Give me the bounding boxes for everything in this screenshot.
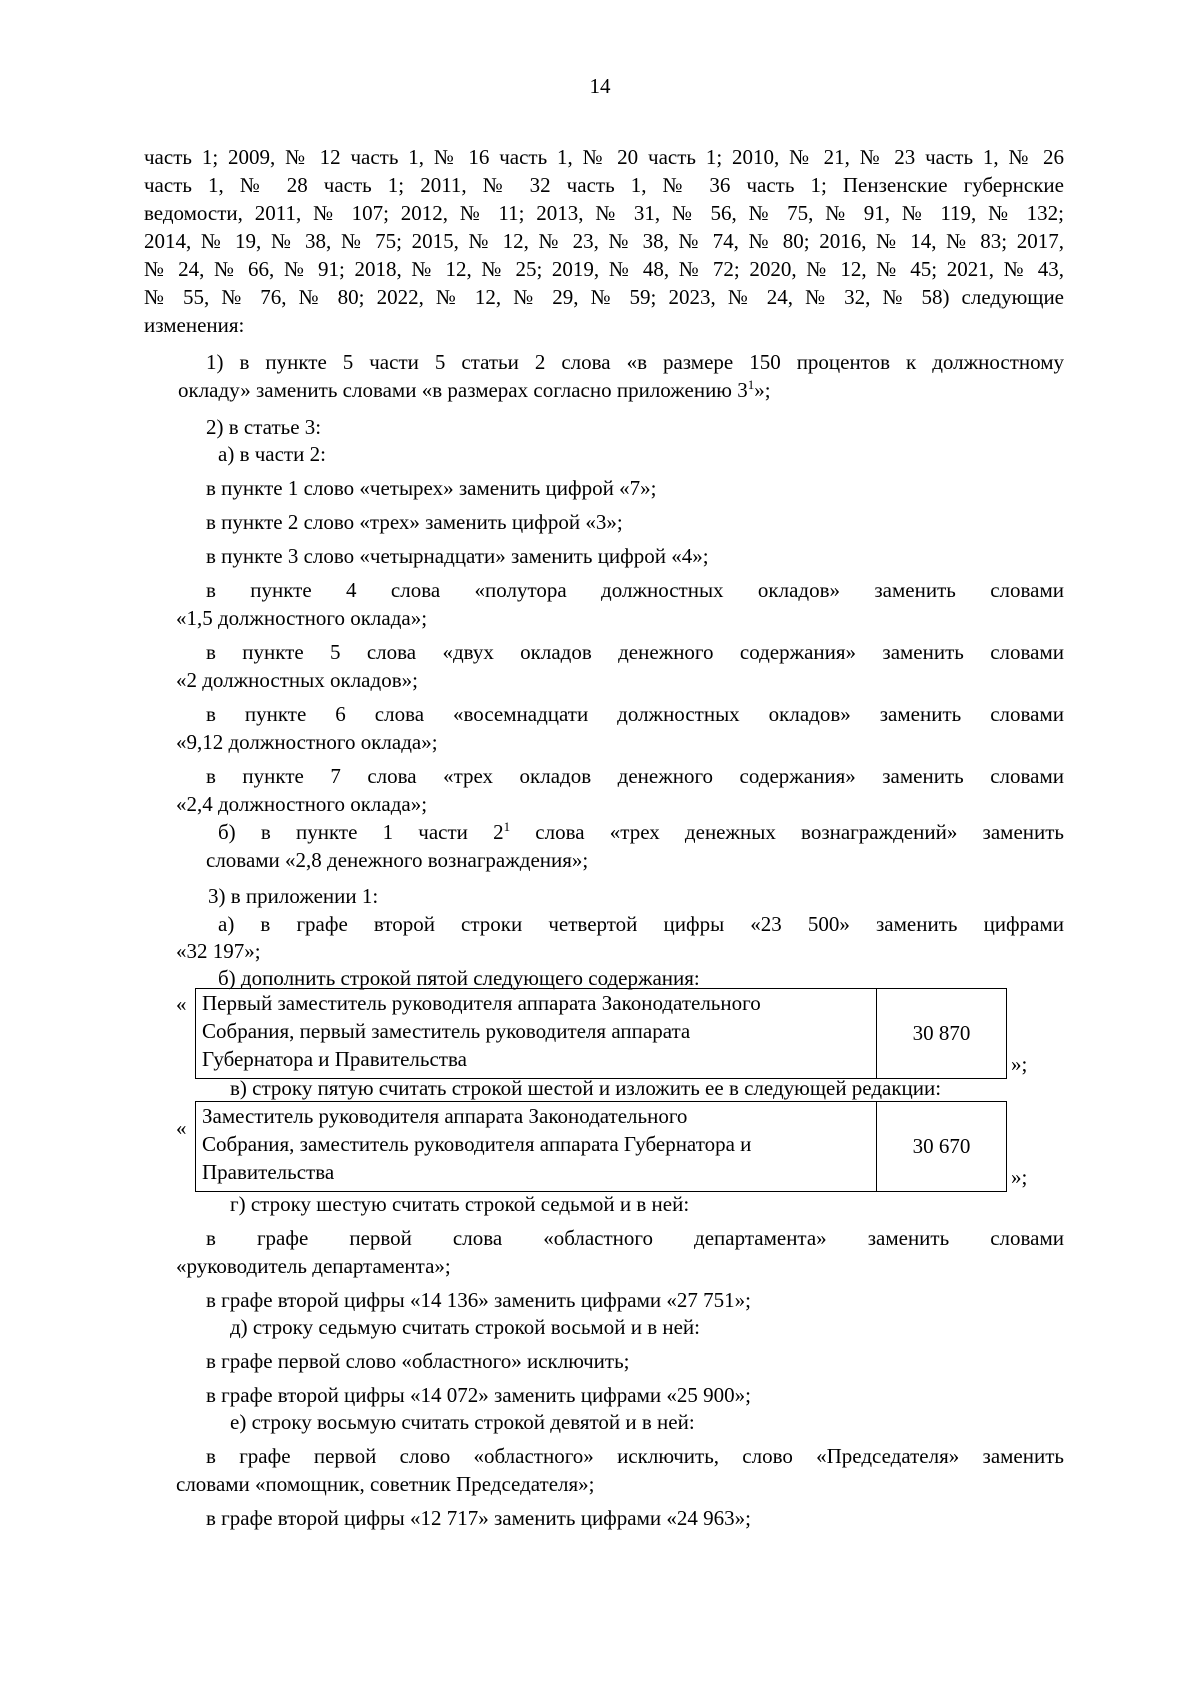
table1-open-quote: « bbox=[176, 992, 187, 1016]
item2-p7-line2: «2,4 должностного оклада»; bbox=[176, 792, 428, 816]
item3-d2: в графе второй цифры «14 072» заменить цифрами «25 900»; bbox=[206, 1383, 751, 1407]
table1 bbox=[195, 988, 1007, 1079]
item2-p4-line2: «1,5 должностного оклада»; bbox=[176, 606, 428, 630]
table2-name-line: Заместитель руководителя аппарата Законодательного bbox=[202, 1104, 688, 1128]
item3-d: д) строку седьмую считать строкой восьмой и в ней: bbox=[230, 1315, 700, 1339]
item2-p3: в пункте 3 слово «четырнадцати» заменить цифрой «4»; bbox=[206, 544, 709, 568]
item3-a-line1: а) в графе второй строки четвертой цифры «23 500» заменить цифрами bbox=[218, 912, 1064, 936]
item3-a-line2: «32 197»; bbox=[176, 939, 261, 963]
intro-line: часть 1, № 28 часть 1; 2011, № 32 часть 1, № 36 часть 1; Пензенские губернские bbox=[144, 173, 1064, 197]
item3-b: б) дополнить строкой пятой следующего содержания: bbox=[218, 966, 700, 990]
intro-line: изменения: bbox=[144, 313, 245, 337]
item2-p2: в пункте 2 слово «трех» заменить цифрой «3»; bbox=[206, 510, 623, 534]
item2-p5-line2: «2 должностных окладов»; bbox=[176, 668, 418, 692]
intro-line: № 24, № 66, № 91; 2018, № 12, № 25; 2019, № 48, № 72; 2020, № 12, № 45; 2021, № 43, bbox=[144, 257, 1064, 281]
item2-p1: в пункте 1 слово «четырех» заменить цифрой «7»; bbox=[206, 476, 657, 500]
item2-sub-b-line2: словами «2,8 денежного вознаграждения»; bbox=[206, 848, 589, 872]
item2-p6-line2: «9,12 должностного оклада»; bbox=[176, 730, 438, 754]
item3-e1-line1: в графе первой слово «областного» исключить, слово «Председателя» заменить bbox=[206, 1444, 1064, 1468]
item1-line2: окладу» заменить словами «в размерах согласно приложению $3^1$»; bbox=[178, 377, 771, 402]
item2-p7-line1: в пункте 7 слова «трех окладов денежного содержания» заменить словами bbox=[206, 764, 1064, 788]
table2-close-quote: »; bbox=[1011, 1165, 1028, 1189]
item3-g2: в графе второй цифры «14 136» заменить цифрами «27 751»; bbox=[206, 1288, 751, 1312]
item1-line1: 1) в пункте 5 части 5 статьи 2 слова «в размере 150 процентов к должностному bbox=[206, 350, 1064, 374]
intro-line: № 55, № 76, № 80; 2022, № 12, № 29, № 59; 2023, № 24, № 32, № 58) следующие bbox=[144, 285, 1064, 309]
item3-e2: в графе второй цифры «12 717» заменить цифрами «24 963»; bbox=[206, 1506, 751, 1530]
item2-p5-line1: в пункте 5 слова «двух окладов денежного содержания» заменить словами bbox=[206, 640, 1064, 664]
item3-d1: в графе первой слово «областного» исключить; bbox=[206, 1349, 630, 1373]
intro-line: ведомости, 2011, № 107; 2012, № 11; 2013, № 31, № 56, № 75, № 91, № 119, № 132; bbox=[144, 201, 1064, 225]
table2-name-line: Собрания, заместитель руководителя аппарата Губернатора и bbox=[202, 1132, 752, 1156]
item3-v: в) строку пятую считать строкой шестой и изложить ее в следующей редакции: bbox=[230, 1076, 942, 1100]
item2-p4-line1: в пункте 4 слова «полутора должностных окладов» заменить словами bbox=[206, 578, 1064, 602]
item2-sub-a: а) в части 2: bbox=[218, 442, 326, 466]
intro-line: часть 1; 2009, № 12 часть 1, № 16 часть 1, № 20 часть 1; 2010, № 21, № 23 часть 1, № 26 bbox=[144, 145, 1064, 169]
item2-sub-b-line1: б) в пункте 1 части $2^1$ слова «трех денежных вознаграждений» заменить bbox=[218, 819, 1064, 844]
table2 bbox=[195, 1101, 1007, 1192]
page-number: 14 bbox=[589, 74, 611, 98]
item2-p6-line1: в пункте 6 слова «восемнадцати должностных окладов» заменить словами bbox=[206, 702, 1064, 726]
item2-head: 2) в статье 3: bbox=[206, 415, 322, 439]
table1-value-cell: 30 870 bbox=[912, 1021, 971, 1045]
item3-head: 3) в приложении 1: bbox=[208, 884, 379, 908]
table1-name-cell bbox=[196, 989, 877, 1078]
table1-name-line: Губернатора и Правительства bbox=[202, 1047, 467, 1071]
table2-name-cell bbox=[196, 1102, 877, 1191]
item3-g1-line2: «руководитель департамента»; bbox=[176, 1254, 451, 1278]
intro-line: 2014, № 19, № 38, № 75; 2015, № 12, № 23, № 38, № 74, № 80; 2016, № 14, № 83; 2017, bbox=[144, 229, 1064, 253]
item3-g1-line1: в графе первой слова «областного департамента» заменить словами bbox=[206, 1226, 1064, 1250]
item3-e1-line2: словами «помощник, советник Председателя»; bbox=[176, 1472, 595, 1496]
table1-name-line: Собрания, первый заместитель руководителя аппарата bbox=[202, 1019, 691, 1043]
table1-close-quote: »; bbox=[1011, 1052, 1028, 1076]
table1-name-line: Первый заместитель руководителя аппарата Законодательного bbox=[202, 991, 761, 1015]
item3-g: г) строку шестую считать строкой седьмой и в ней: bbox=[230, 1192, 690, 1216]
table2-open-quote: « bbox=[176, 1116, 187, 1140]
item3-e: е) строку восьмую считать строкой девятой и в ней: bbox=[230, 1410, 695, 1434]
table2-value-cell: 30 670 bbox=[912, 1134, 971, 1158]
table2-name-line: Правительства bbox=[202, 1160, 335, 1184]
